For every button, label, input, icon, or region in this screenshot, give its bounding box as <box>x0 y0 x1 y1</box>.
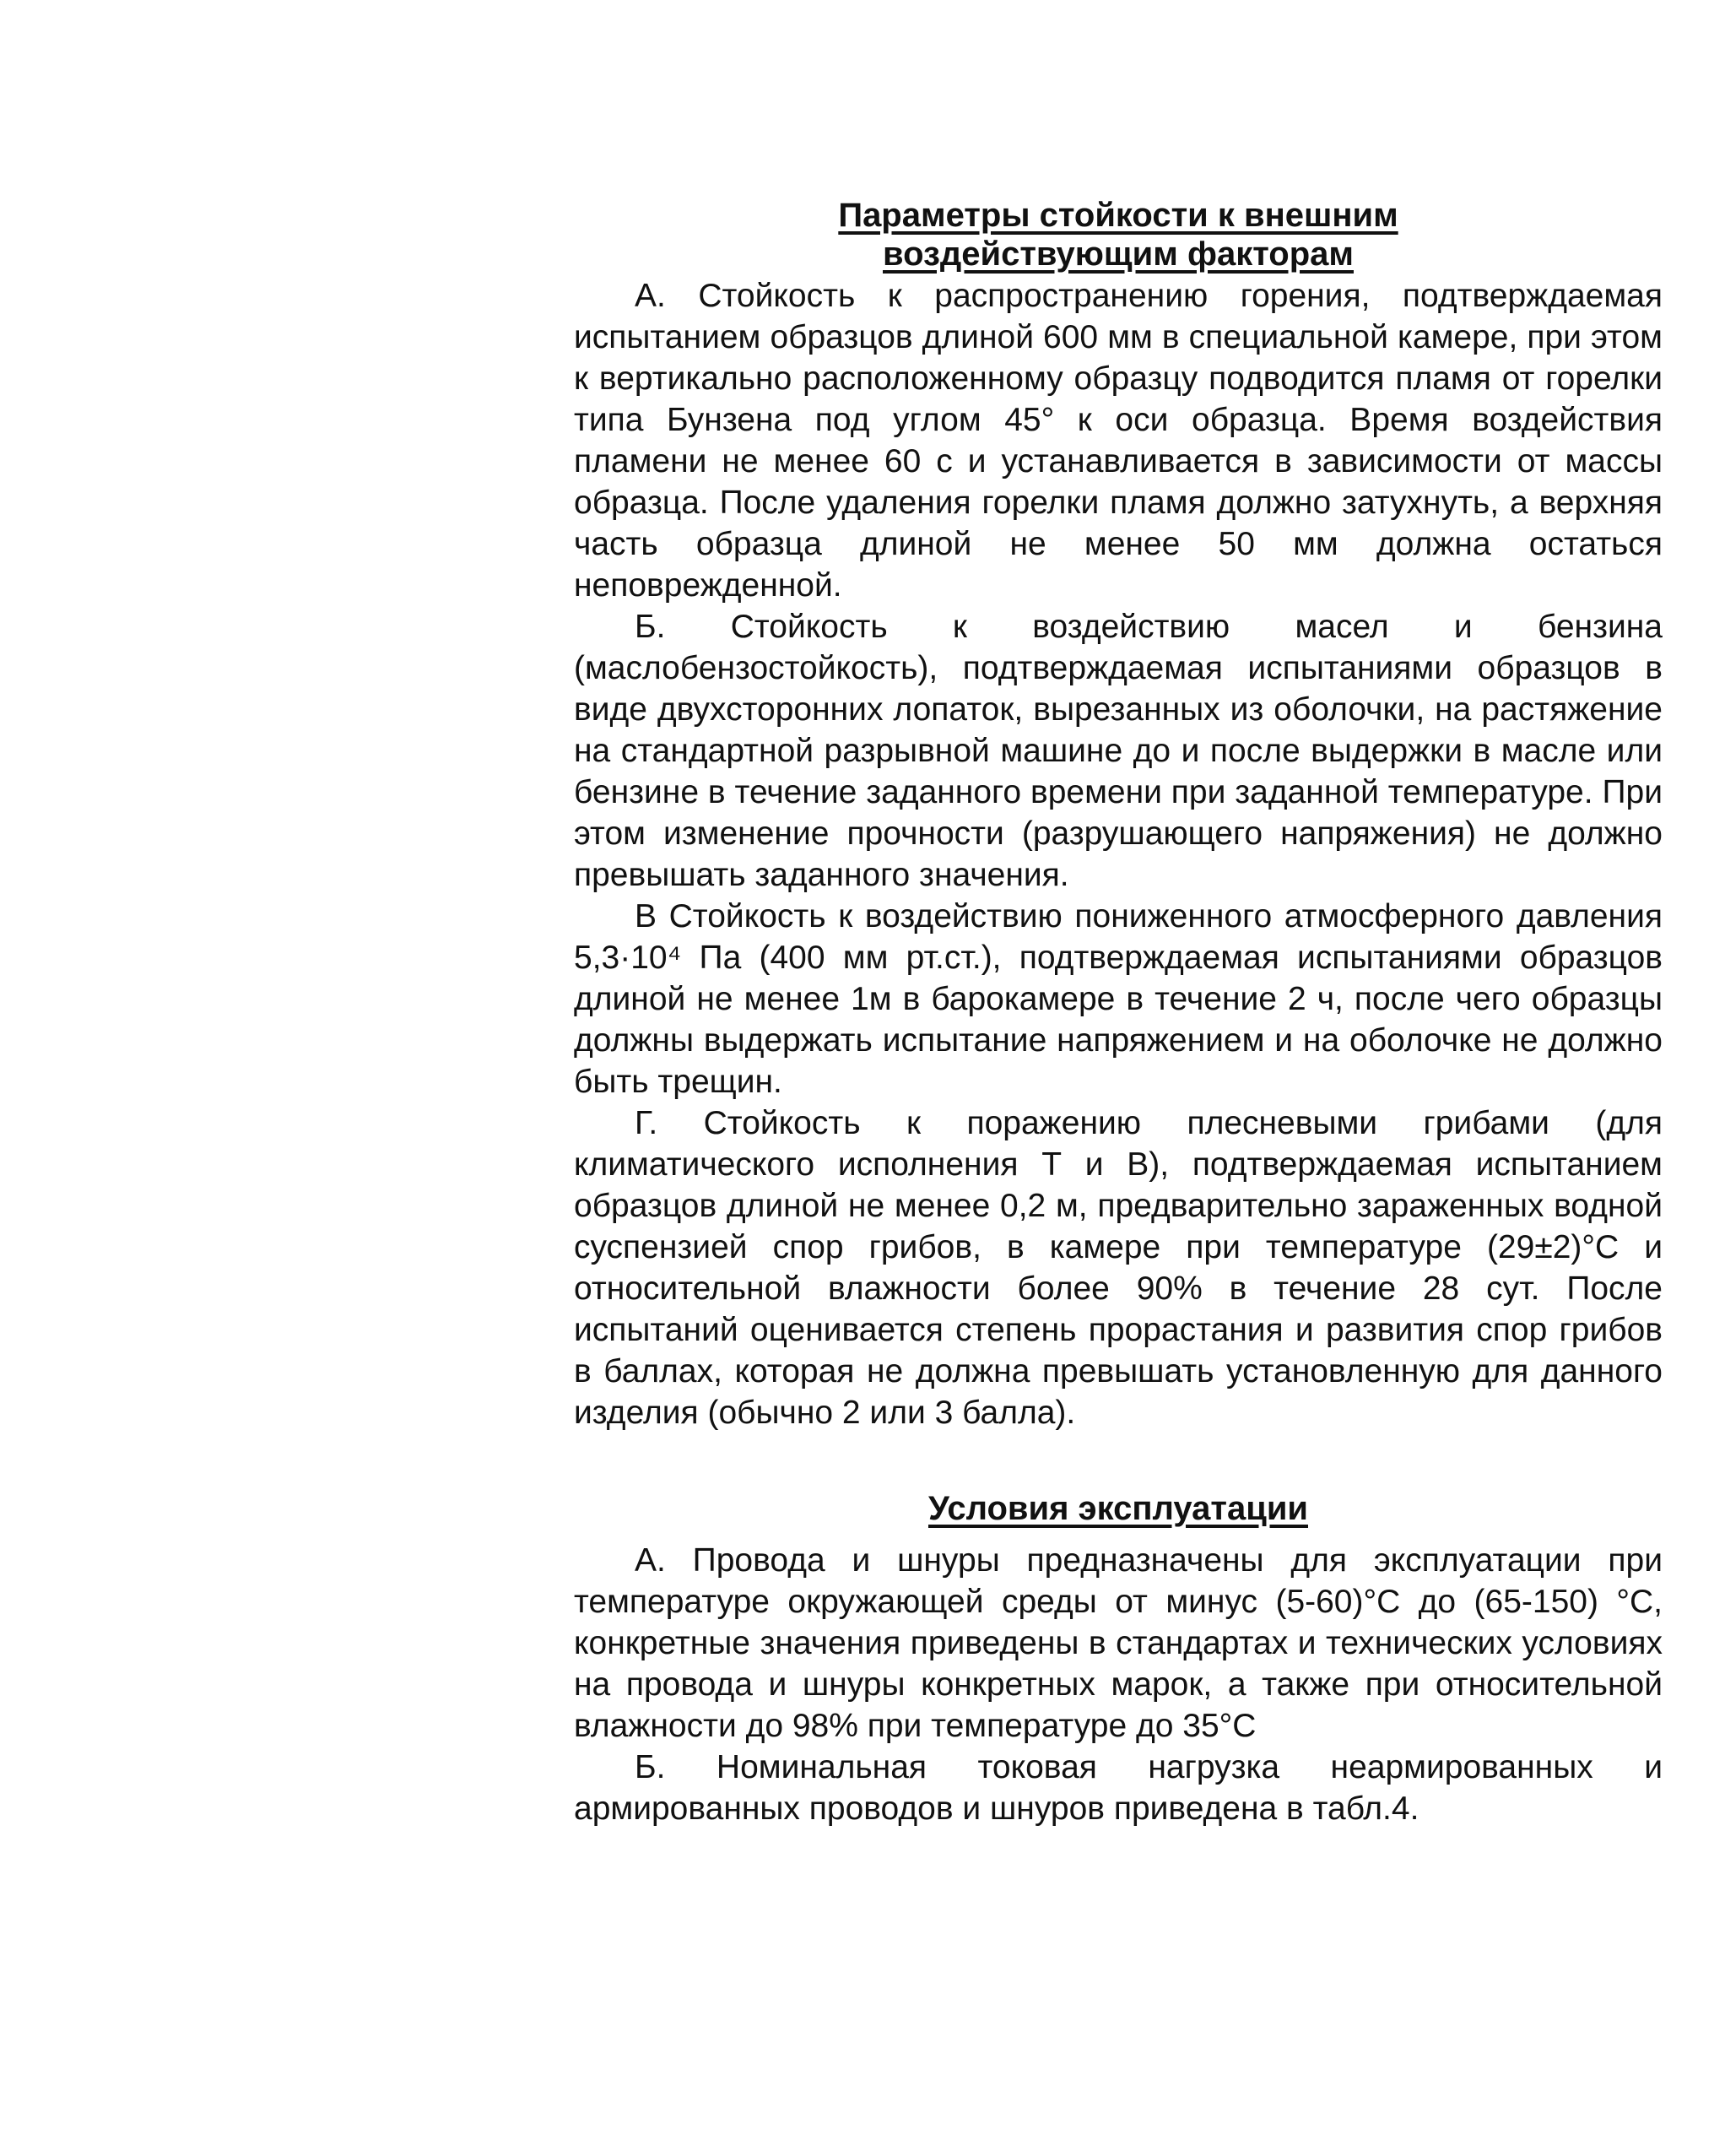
heading-line: Параметры стойкости к внешним <box>838 197 1398 234</box>
heading-line: Условия эксплуатации <box>928 1490 1308 1527</box>
section-resistance-parameters <box>574 196 1663 1433</box>
paragraph-a: А. Провода и шнуры предназначены для эксплуатации при температуре окружающей среды от минус (5-60)°С до (65-150) °С, конкретные значения приведены в стандартах и технических условиях на провода и шнуры конкретных марок, а также при относительной влажности до 98% при температуре до 35°С <box>574 1542 1663 1744</box>
heading-line: воздействующим факторам <box>883 236 1354 273</box>
document-body <box>574 196 1663 1829</box>
paragraph-b: Б. Номинальная токовая нагрузка неармированных и армированных проводов и шнуров приведена в табл.4. <box>574 1749 1663 1827</box>
paragraph-v: В Стойкость к воздействию пониженного атмосферного давления 5,3·10⁴ Па (400 мм рт.ст.), подтверждаемая испытаниями образцов длиной не менее 1м в барокамере в течение 2 ч, после чего образцы должны выдержать испытание напряжением и на оболочке не должно быть трещин. <box>574 898 1663 1100</box>
section-operating-conditions <box>574 1489 1663 1829</box>
paragraph-g: Г. Стойкость к поражению плесневыми грибами (для климатического исполнения Т и В), подтверждаемая испытанием образцов длиной не менее 0,2 м, предварительно зараженных водной суспензией спор грибов, в камере при температуре (29±2)°С и относительной влажности более 90% в течение 28 сут. После испытаний оценивается степень прорастания и развития спор грибов в баллах, которая не должна превышать установленную для данного изделия (обычно 2 или 3 балла). <box>574 1105 1663 1431</box>
paragraph-b: Б. Стойкость к воздействию масел и бензина (маслобензостойкость), подтверждаемая испытаниями образцов в виде двухсторонних лопаток, вырезанных из оболочки, на растяжение на стандартной разрывной машине до и после выдержки в масле или бензине в течение заданного времени при заданной температуре. При этом изменение прочности (разрушающего напряжения) не должно превышать заданного значения. <box>574 609 1663 893</box>
section-heading <box>574 1489 1663 1528</box>
section-heading <box>574 196 1663 274</box>
paragraph-a: А. Стойкость к распространению горения, подтверждаемая испытанием образцов длиной 600 мм в специальной камере, при этом к вертикально расположенному образцу подводится пламя от горелки типа Бунзена под углом 45° к оси образца. Время воздействия пламени не менее 60 с и устанавливается в зависимости от массы образца. После удаления горелки пламя должно затухнуть, а верхняя часть образца длиной не менее 50 мм должна остаться неповрежденной. <box>574 278 1663 604</box>
